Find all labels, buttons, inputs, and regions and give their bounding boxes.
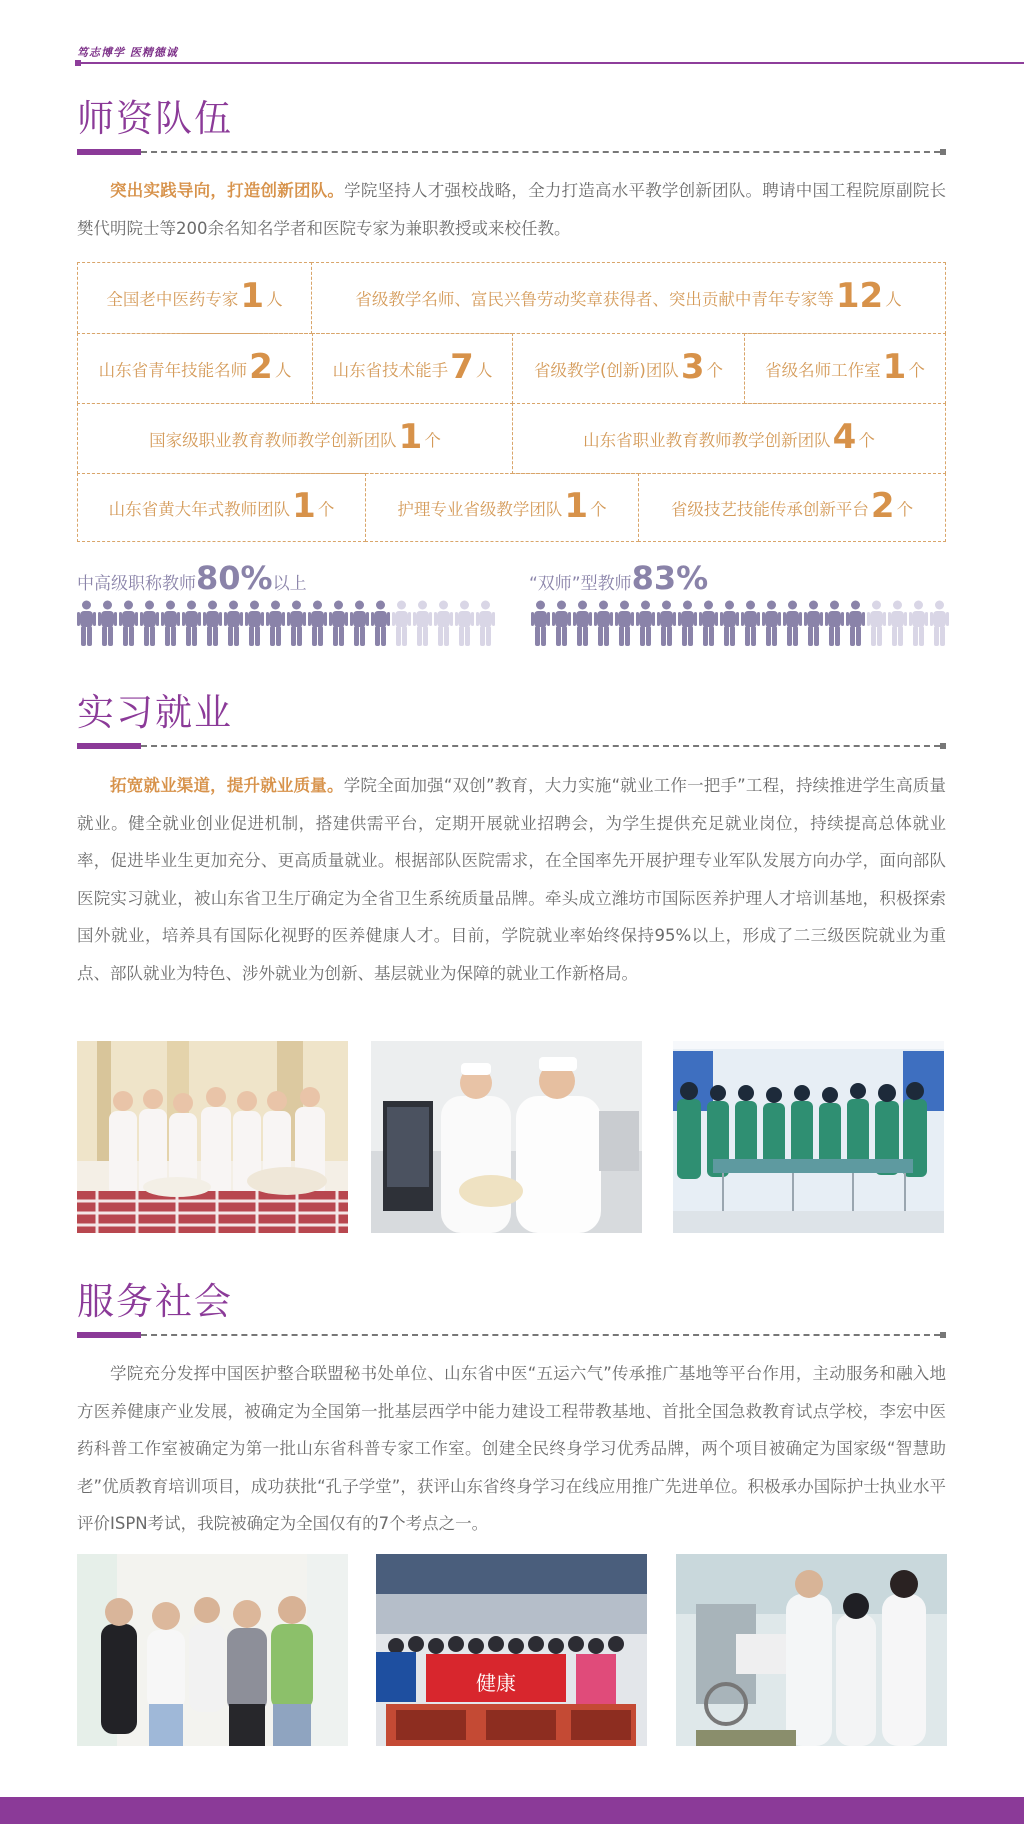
person-icon [573,600,592,646]
person-icon [413,600,432,646]
stat-cell: 省级教学名师、富民兴鲁劳动奖章获得者、突出贡献中青年专家等 12 人 [311,262,946,334]
person-icon [308,600,327,646]
section-title-employment: 实习就业 [77,691,233,734]
person-icon [371,600,390,646]
photo-banner-event [376,1554,647,1746]
photo-nurse-training [371,1041,642,1233]
photo-surgical-training [673,1041,944,1233]
people-row-dual [531,600,949,646]
faculty-intro-text: 学院坚持人才强校战略，全力打造高水平教学创新团队。聘请中国工程院原副院长樊代明院士等200余名知名学者和医院专家为兼职教授或来校任教。 [77,181,947,238]
footer-bar [0,1797,1024,1824]
person-icon [888,600,907,646]
stat-cell: 省级技艺技能传承创新平台 2 个 [638,473,946,542]
stat-cell: 山东省黄大年式教师团队 1 个 [77,473,366,542]
person-icon [266,600,285,646]
stat-cell: 护理专业省级教学团队 1 个 [365,473,639,542]
person-icon [392,600,411,646]
photo-students-reading [77,1554,348,1746]
person-icon [531,600,550,646]
person-icon [720,600,739,646]
photo-nurses-group [77,1041,348,1233]
stat-cell: 山东省职业教育教师教学创新团队 4 个 [512,403,946,474]
person-icon [615,600,634,646]
person-icon [636,600,655,646]
person-icon [224,600,243,646]
motto: 笃志博学 医精德诚 [77,46,178,59]
header-line [77,62,1024,64]
person-icon [77,600,96,646]
person-icon [476,600,495,646]
person-icon [203,600,222,646]
faculty-intro-highlight: 突出实践导向，打造创新团队。 [110,181,345,200]
person-icon [329,600,348,646]
ratio-label-senior: 中高级职称教师80%以上 [77,559,307,597]
person-icon [783,600,802,646]
photo-clinical-practice [676,1554,947,1746]
faculty-intro [77,172,946,247]
person-icon [762,600,781,646]
stat-cell: 国家级职业教育教师教学创新团队 1 个 [77,403,513,474]
person-icon [741,600,760,646]
ratio-label-dual: “双师”型教师83% [529,559,709,597]
person-icon [161,600,180,646]
person-icon [909,600,928,646]
stat-cell: 山东省青年技能名师 2 人 [77,333,313,404]
employment-intro [77,767,946,992]
stat-cell: 全国老中医药专家 1 人 [77,262,312,334]
banner-text: 健康 [476,1671,516,1695]
person-icon [930,600,949,646]
person-icon [699,600,718,646]
person-icon [350,600,369,646]
person-icon [678,600,697,646]
person-icon [846,600,865,646]
person-icon [182,600,201,646]
person-icon [245,600,264,646]
person-icon [98,600,117,646]
person-icon [657,600,676,646]
person-icon [455,600,474,646]
person-icon [434,600,453,646]
stat-cell: 省级名师工作室 1 个 [744,333,946,404]
stat-cell: 省级教学(创新)团队 3 个 [512,333,745,404]
person-icon [552,600,571,646]
person-icon [804,600,823,646]
employment-intro-highlight: 拓宽就业渠道，提升就业质量。 [110,776,344,795]
person-icon [140,600,159,646]
people-row-senior [77,600,495,646]
person-icon [119,600,138,646]
section-title-faculty: 师资队伍 [77,97,233,140]
person-icon [825,600,844,646]
person-icon [594,600,613,646]
section-title-service: 服务社会 [77,1280,233,1323]
person-icon [867,600,886,646]
title-rule-service [77,1331,946,1339]
title-rule-faculty [77,148,946,156]
title-rule-employment [77,742,946,750]
person-icon [287,600,306,646]
header-bar [77,40,1024,66]
employment-intro-text: 学院全面加强“双创”教育，大力实施“就业工作一把手”工程，持续推进学生高质量就业。健全就业创业促进机制，搭建供需平台，定期开展就业招聘会，为学生提供充足就业岗位，持续提高总体就业率，促进毕业生更加充分、更高质量就业。根据部队医院需求，在全国率先开展护理专业军队发展方向办学，面向部队医院实习就业，被山东省卫生厅确定为全省卫生系统质量品牌。牵头成立潍坊市国际医养护理人才培训基地，积极探索国外就业，培养具有国际化视野的医养健康人才。目前，学院就业率始终保持95%以上，形成了二三级医院就业为重点、部队就业为特色、涉外就业为创新、基层就业为保障的就业工作新格局。 [77,776,947,983]
stat-cell: 山东省技术能手 7 人 [312,333,513,404]
stats-grid [77,262,946,542]
service-intro: 学院充分发挥中国医护整合联盟秘书处单位、山东省中医“五运六气”传承推广基地等平台作用，主动服务和融入地方医养健康产业发展，被确定为全国第一批基层西学中能力建设工程带教基地、首批全国急救教育试点学校，李宏中医药科普工作室被确定为第一批山东省科普专家工作室。创建全民终身学习优秀品牌，两个项目被确定为国家级“智慧助老”优质教育培训项目，成功获批“孔子学堂”，获评山东省终身学习在线应用推广先进单位。积极承办国际护士执业水平评价ISPN考试，我院被确定为全国仅有的7个考点之一。 [77,1364,946,1533]
